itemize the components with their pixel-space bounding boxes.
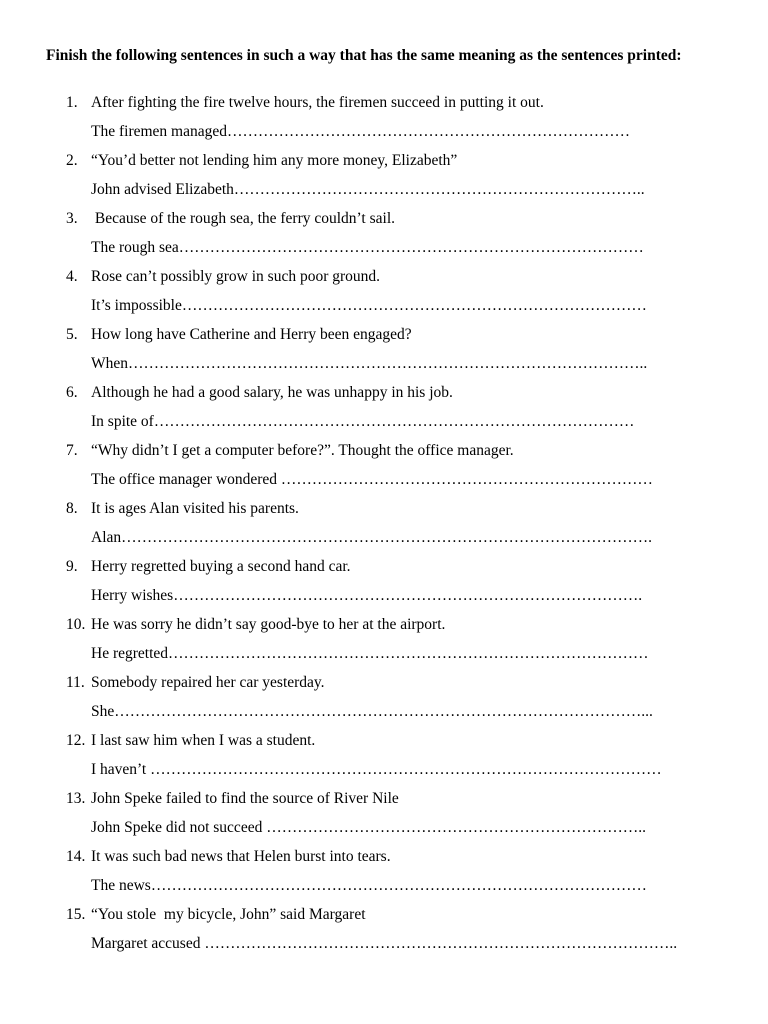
answer-line[interactable]: The firemen managed……………………………………………………………………: [91, 123, 630, 140]
question-item: [0, 556, 768, 614]
question-number: 7.: [66, 442, 78, 459]
question-prompt: Somebody repaired her car yesterday.: [91, 674, 325, 691]
answer-line[interactable]: It’s impossible………………………………………………………………………………: [91, 297, 647, 314]
question-prompt: It was such bad news that Helen burst into tears.: [91, 848, 391, 865]
question-item: [0, 92, 768, 150]
question-number: 12.: [66, 732, 86, 749]
question-prompt: John Speke failed to find the source of River Nile: [91, 790, 399, 807]
question-number: 3.: [66, 210, 78, 227]
question-prompt: It is ages Alan visited his parents.: [91, 500, 299, 517]
question-number: 2.: [66, 152, 78, 169]
question-number: 5.: [66, 326, 78, 343]
question-prompt: Although he had a good salary, he was unhappy in his job.: [91, 384, 453, 401]
question-prompt: Because of the rough sea, the ferry couldn’t sail.: [91, 210, 396, 227]
question-prompt: Rose can’t possibly grow in such poor ground.: [91, 268, 381, 285]
question-prompt: He was sorry he didn’t say good-bye to her at the airport.: [91, 616, 446, 633]
question-item: [0, 498, 768, 556]
question-number: 9.: [66, 558, 78, 575]
question-prompt: “You stole my bicycle, John” said Margaret: [91, 906, 366, 923]
answer-line[interactable]: He regretted…………………………………………………………………………………: [91, 645, 649, 662]
question-prompt: “Why didn’t I get a computer before?”. Thought the office manager.: [91, 442, 514, 459]
question-item: [0, 150, 768, 208]
answer-line[interactable]: The news……………………………………………………………………………………: [91, 877, 647, 894]
question-number: 10.: [66, 616, 86, 633]
question-item: [0, 266, 768, 324]
answer-line[interactable]: Herry wishes……………………………………………………………………………….: [91, 587, 643, 604]
answer-line[interactable]: She…………………………………………………………………………………………...: [91, 703, 653, 720]
answer-line[interactable]: In spite of…………………………………………………………………………………: [91, 413, 635, 430]
question-number: 14.: [66, 848, 86, 865]
question-item: [0, 788, 768, 846]
answer-line[interactable]: Margaret accused ………………………………………………………………………………..: [91, 935, 678, 952]
question-prompt: After fighting the fire twelve hours, the firemen succeed in putting it out.: [91, 94, 544, 111]
question-number: 15.: [66, 906, 86, 923]
answer-line[interactable]: When………………………………………………………………………………………..: [91, 355, 648, 372]
question-item: [0, 846, 768, 904]
question-number: 6.: [66, 384, 78, 401]
question-item: [0, 672, 768, 730]
question-prompt: “You’d better not lending him any more money, Elizabeth”: [91, 152, 458, 169]
question-item: [0, 324, 768, 382]
answer-line[interactable]: The office manager wondered ………………………………………………………………: [91, 471, 653, 488]
question-item: [0, 730, 768, 788]
question-item: [0, 440, 768, 498]
answer-line[interactable]: John advised Elizabeth……………………………………………………………………..: [91, 181, 645, 198]
question-item: [0, 614, 768, 672]
question-list: [0, 92, 768, 962]
question-prompt: Herry regretted buying a second hand car.: [91, 558, 351, 575]
answer-line[interactable]: The rough sea………………………………………………………………………………: [91, 239, 644, 256]
question-item: [0, 904, 768, 962]
answer-line[interactable]: I haven’t ………………………………………………………………………………………: [91, 761, 662, 778]
question-number: 11.: [66, 674, 85, 691]
question-number: 13.: [66, 790, 86, 807]
question-number: 1.: [66, 94, 78, 111]
question-item: [0, 208, 768, 266]
question-prompt: How long have Catherine and Herry been engaged?: [91, 326, 412, 343]
question-number: 4.: [66, 268, 78, 285]
question-number: 8.: [66, 500, 78, 517]
answer-line[interactable]: Alan………………………………………………………………………………………….: [91, 529, 653, 546]
answer-line[interactable]: John Speke did not succeed ………………………………………………………………..: [91, 819, 646, 836]
instruction-heading: Finish the following sentences in such a way that has the same meaning as the sentences printed:: [46, 47, 682, 64]
question-item: [0, 382, 768, 440]
question-prompt: I last saw him when I was a student.: [91, 732, 316, 749]
